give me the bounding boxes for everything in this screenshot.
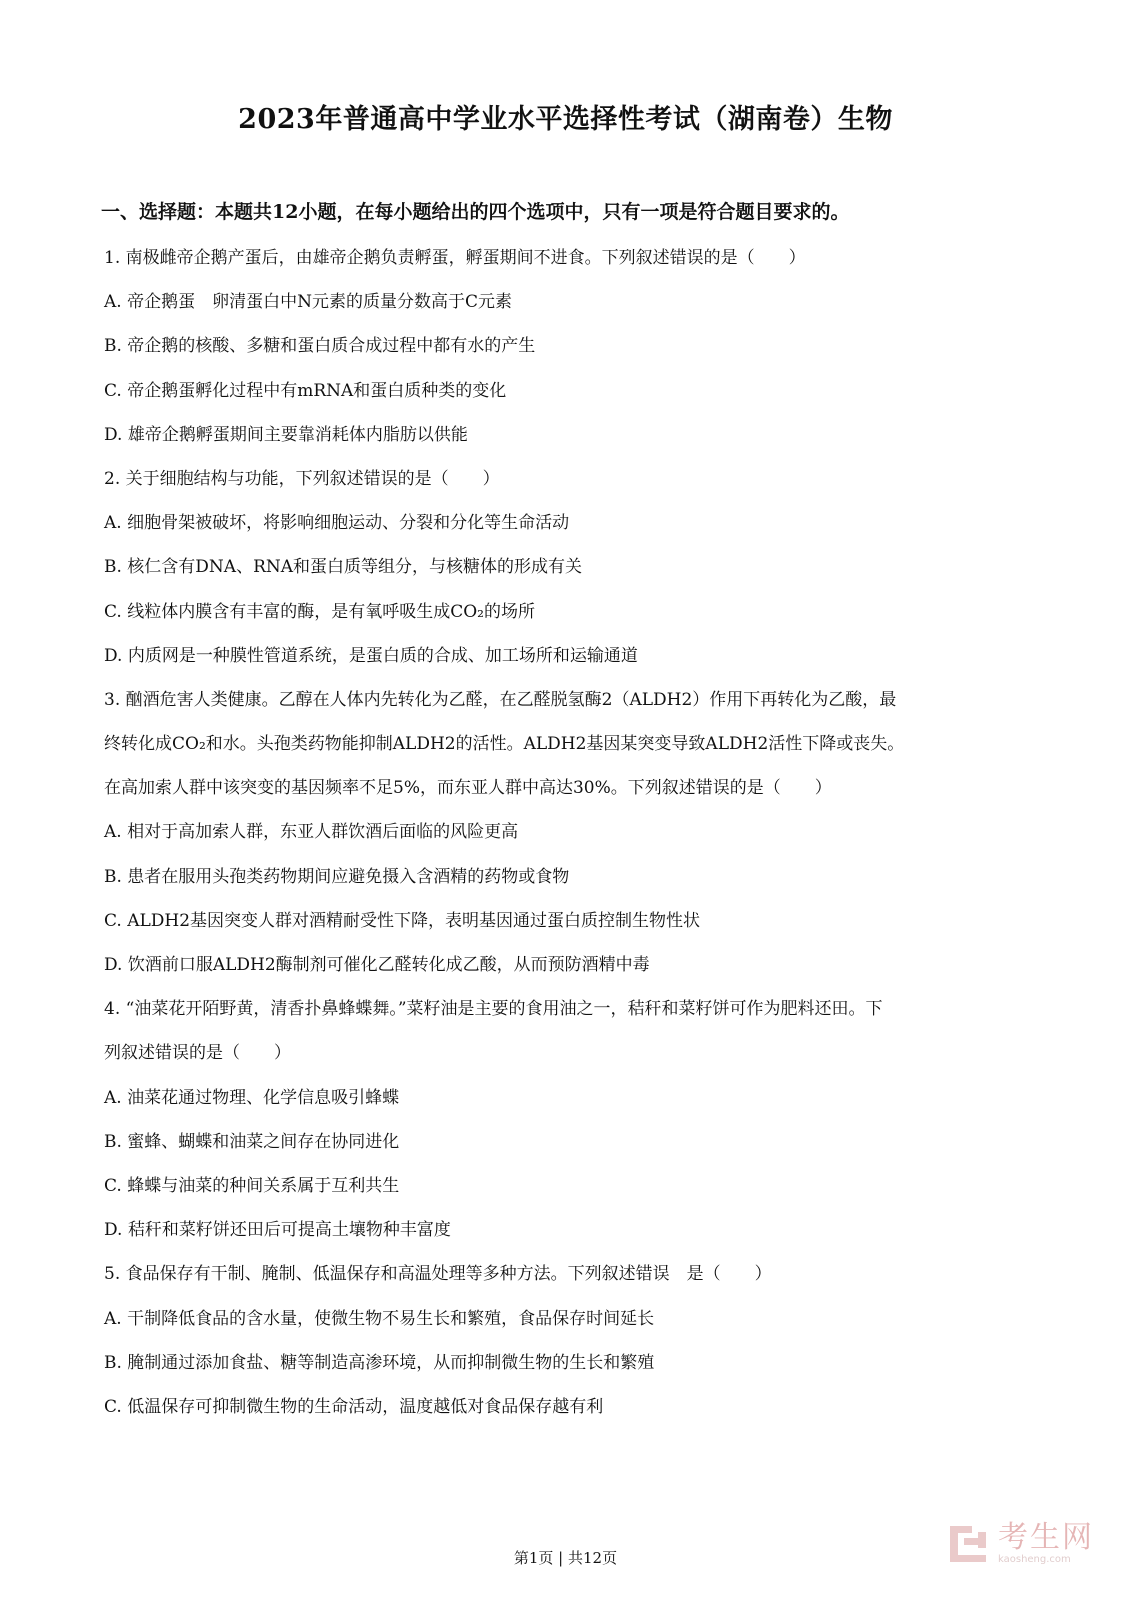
option-d: D. 秸秆和菜籽饼还田后可提高土壤物种丰富度 xyxy=(104,1220,451,1241)
option-a: A. 相对于高加索人群，东亚人群饮酒后面临的风险更高 xyxy=(104,822,519,843)
question-stem-line: 4. “油菜花开陌野黄，清香扑鼻蜂蝶舞。”菜籽油是主要的食用油之一，秸秆和菜籽饼可作为肥料还田。下 xyxy=(104,999,883,1020)
question-1 xyxy=(104,236,1039,457)
question-stem-line: 1. 南极雌帝企鹅产蛋后，由雄帝企鹅负责孵蛋，孵蛋期间不进食。下列叙述错误的是（ ） xyxy=(104,248,806,268)
watermark-url: kaosheng.com xyxy=(998,1554,1071,1565)
question-2 xyxy=(104,457,1039,678)
option-b: B. 腌制通过添加食盐、糖等制造高渗环境，从而抑制微生物的生长和繁殖 xyxy=(104,1352,655,1373)
option-b: B. 帝企鹅的核酸、多糖和蛋白质合成过程中都有水的产生 xyxy=(104,336,536,357)
option-c: C. 帝企鹅蛋孵化过程中有mRNA和蛋白质种类的变化 xyxy=(104,380,507,401)
option-a: A. 油菜花通过物理、化学信息吸引蜂蝶 xyxy=(104,1087,400,1108)
option-a: A. 帝企鹅蛋 卵清蛋白中N元素的质量分数高于C元素 xyxy=(104,292,512,313)
option-b: B. 患者在服用头孢类药物期间应避免摄入含酒精的药物或食物 xyxy=(104,866,570,887)
question-list xyxy=(104,236,1039,1429)
option-c: C. ALDH2基因突变人群对酒精耐受性下降，表明基因通过蛋白质控制生物性状 xyxy=(104,910,701,931)
question-4 xyxy=(104,987,1039,1252)
question-stem-line: 2. 关于细胞结构与功能，下列叙述错误的是（ ） xyxy=(104,468,500,489)
option-c: C. 蜂蝶与油菜的种间关系属于互利共生 xyxy=(104,1175,400,1196)
option-a: A. 干制降低食品的含水量，使微生物不易生长和繁殖，食品保存时间延长 xyxy=(104,1308,655,1329)
question-stem-line: 终转化成CO₂和水。头孢类药物能抑制ALDH2的活性。ALDH2基因某突变导致ALDH2活性下降或丧失。 xyxy=(104,734,905,755)
question-stem-line: 5. 食品保存有干制、腌制、低温保存和高温处理等多种方法。下列叙述错误 是（ ） xyxy=(104,1264,772,1285)
option-d: D. 雄帝企鹅孵蛋期间主要靠消耗体内脂肪以供能 xyxy=(104,424,468,445)
option-c: C. 低温保存可抑制微生物的生命活动，温度越低对食品保存越有利 xyxy=(104,1396,604,1417)
page-footer: 第1页 | 共12页 xyxy=(513,1549,618,1567)
question-stem-line: 3. 酗酒危害人类健康。乙醇在人体内先转化为乙醛，在乙醛脱氢酶2（ALDH2）作用下再转化为乙酸，最 xyxy=(104,689,897,710)
option-b: B. 核仁含有DNA、RNA和蛋白质等组分，与核糖体的形成有关 xyxy=(104,557,583,578)
question-stem-line: 列叙述错误的是（ ） xyxy=(104,1043,291,1064)
option-d: D. 饮酒前口服ALDH2酶制剂可催化乙醛转化成乙酸，从而预防酒精中毒 xyxy=(104,955,650,975)
exam-title: 2023年普通高中学业水平选择性考试（湖南卷）生物 xyxy=(238,104,893,135)
question-stem-line: 在高加索人群中该突变的基因频率不足5%，而东亚人群中高达30%。下列叙述错误的是（ ） xyxy=(104,778,832,799)
section-heading: 一、选择题：本题共12小题，在每小题给出的四个选项中，只有一项是符合题目要求的。 xyxy=(101,201,850,223)
option-d: D. 内质网是一种膜性管道系统，是蛋白质的合成、加工场所和运输通道 xyxy=(104,645,638,666)
option-a: A. 细胞骨架被破坏，将影响细胞运动、分裂和分化等生命活动 xyxy=(104,513,570,534)
option-b: B. 蜜蜂、蝴蝶和油菜之间存在协同进化 xyxy=(104,1131,400,1152)
question-3 xyxy=(104,678,1039,987)
watermark-brand: 考生网 xyxy=(998,1520,1094,1555)
question-5 xyxy=(104,1252,1039,1429)
option-c: C. 线粒体内膜含有丰富的酶，是有氧呼吸生成CO₂的场所 xyxy=(104,601,535,622)
